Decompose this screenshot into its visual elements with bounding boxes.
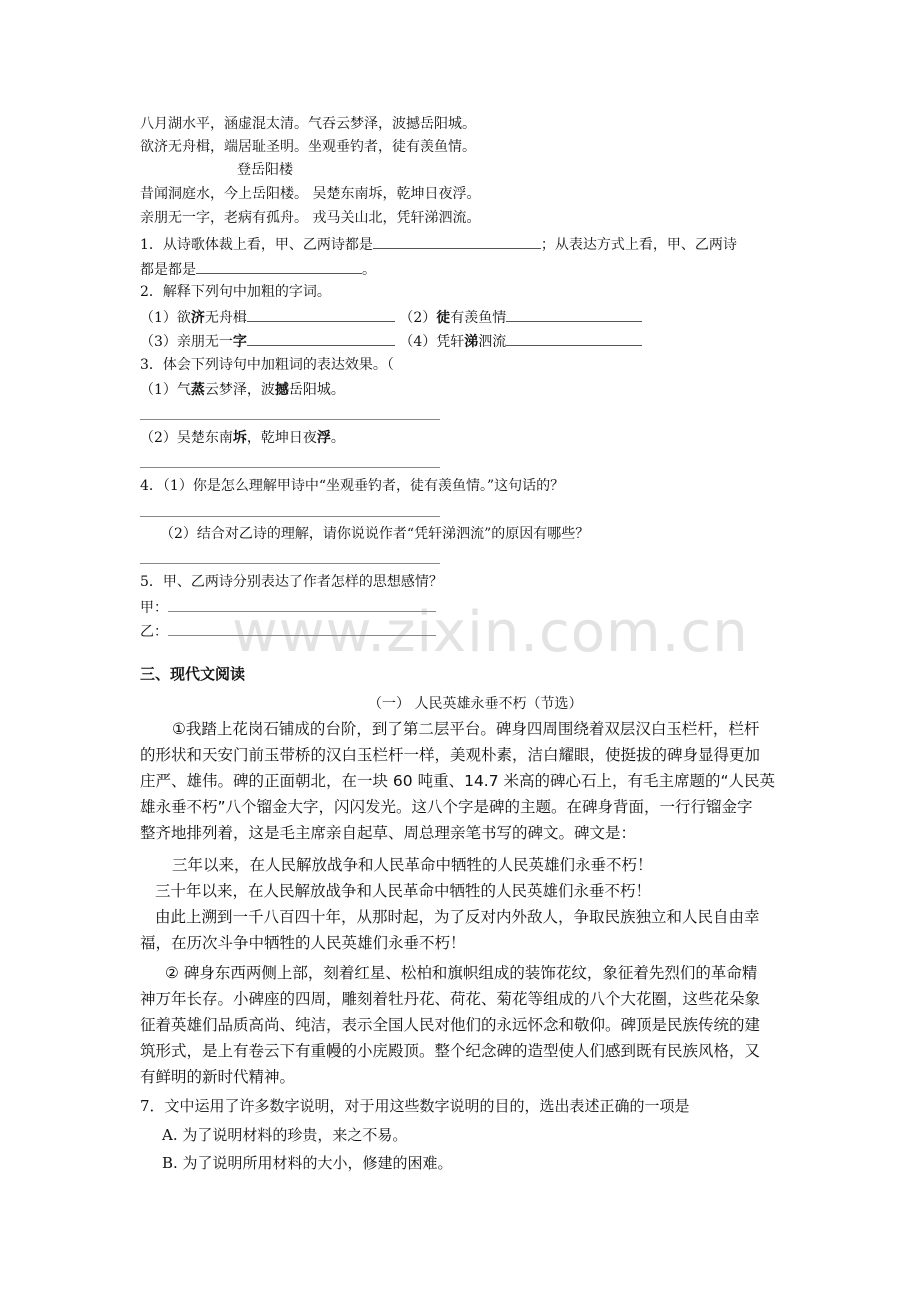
poem1-line2: 欲济无舟楫，端居耻圣明。坐观垂钓者，徒有羡鱼情。 bbox=[140, 139, 476, 155]
question-1-line2: 都是都是 。 bbox=[140, 258, 376, 280]
question-4-part1: 4．（1）你是怎么理解甲诗中“坐观垂钓者，徒有羡鱼情。”这句话的？ bbox=[140, 478, 565, 494]
answer-blank[interactable] bbox=[506, 306, 642, 322]
answer-yi: 乙： bbox=[140, 620, 436, 642]
question-3-sentence2: （2）吴楚东南坼，乾坤日夜浮。 bbox=[140, 430, 345, 446]
poem2-line2: 亲朋无一字，老病有孤舟。 戎马关山北，凭轩涕泗流。 bbox=[140, 210, 481, 226]
answer-line[interactable] bbox=[140, 419, 440, 420]
poem2-title: 登岳阳楼 bbox=[237, 162, 293, 178]
article-title: （一） 人民英雄永垂不朽（节选） bbox=[368, 696, 583, 712]
answer-blank[interactable] bbox=[247, 330, 395, 346]
option-a[interactable]: A. 为了说明材料的珍贵，来之不易。 bbox=[162, 1126, 408, 1144]
answer-blank[interactable] bbox=[168, 596, 436, 612]
poem2-line1: 昔闻洞庭水，今上岳阳楼。 吴楚东南坼，乾坤日夜浮。 bbox=[140, 186, 481, 202]
answer-line[interactable] bbox=[140, 563, 440, 564]
question-1-line1: 1．从诗歌体裁上看，甲、乙两诗都是 ；从表达方式上看，甲、乙两诗 bbox=[140, 233, 737, 255]
answer-blank[interactable] bbox=[373, 233, 541, 249]
question-2-title: 2．解释下列句中加粗的字词。 bbox=[140, 284, 331, 300]
option-b[interactable]: B. 为了说明所用材料的大小，修建的困难。 bbox=[162, 1154, 453, 1172]
answer-line[interactable] bbox=[140, 516, 440, 517]
answer-blank[interactable] bbox=[506, 330, 642, 346]
question-2-row1: （1）欲济无舟楫 （2）徒有羡鱼情 bbox=[140, 306, 642, 328]
question-3-title: 3．体会下列诗句中加粗词的表达效果。（ bbox=[140, 357, 394, 373]
answer-jia: 甲： bbox=[140, 596, 436, 618]
section-heading: 三、现代文阅读 bbox=[140, 665, 246, 683]
answer-blank[interactable] bbox=[247, 306, 395, 322]
question-7-title: 7．文中运用了许多数字说明，对于用这些数字说明的目的，选出表述正确的一项是 bbox=[140, 1097, 690, 1115]
question-3-sentence1: （1）气蒸云梦泽，波撼岳阳城。 bbox=[140, 382, 345, 398]
answer-blank[interactable] bbox=[196, 258, 362, 274]
poem1-line1: 八月湖水平，涵虚混太清。气吞云梦泽，波撼岳阳城。 bbox=[140, 116, 476, 132]
question-2-row2: （3）亲朋无一字 （4）凭轩涕泗流 bbox=[140, 330, 642, 352]
answer-blank[interactable] bbox=[168, 620, 436, 636]
answer-line[interactable] bbox=[140, 467, 440, 468]
question-5-title: 5．甲、乙两诗分别表达了作者怎样的思想感情？ bbox=[140, 574, 443, 590]
watermark: www.zixin.com.cn bbox=[232, 600, 749, 665]
question-4-part2: （2）结合对乙诗的理解，请你说说作者“凭轩涕泗流”的原因有哪些？ bbox=[160, 526, 590, 542]
